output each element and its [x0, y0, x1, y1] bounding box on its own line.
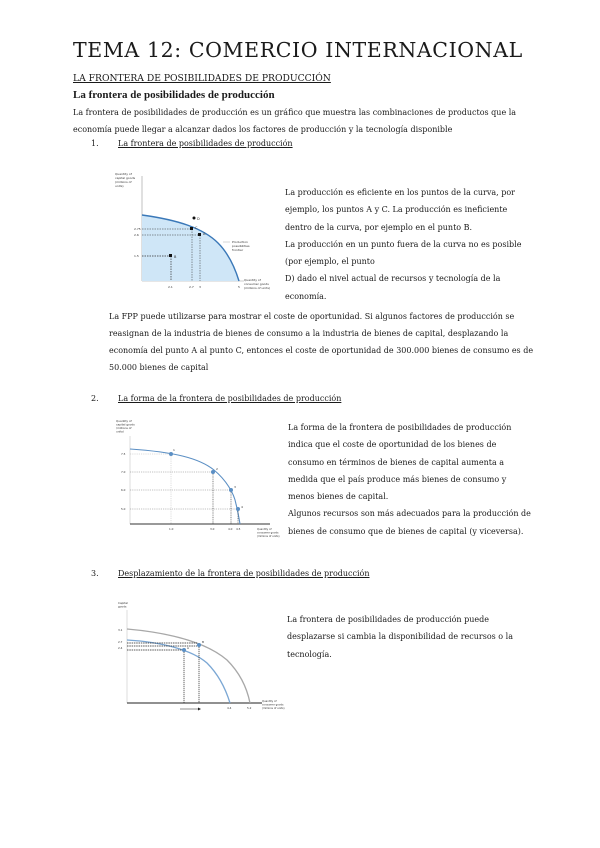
svg-text:possibilities: possibilities — [232, 244, 250, 248]
svg-text:D: D — [197, 217, 200, 221]
fig3-description — [287, 611, 547, 663]
svg-text:capital goods: capital goods — [116, 422, 135, 427]
svg-text:1.0: 1.0 — [169, 527, 174, 531]
text-line: La frontera de posibilidades de producción puede — [287, 615, 489, 624]
svg-text:1: 1 — [173, 448, 175, 452]
text-line: economía. — [285, 291, 327, 301]
svg-text:7.5: 7.5 — [121, 452, 126, 456]
list-label: La frontera de posibilidades de producción — [118, 139, 293, 148]
svg-text:Quantity of: Quantity of — [262, 700, 277, 703]
text-line: menos bienes de capital. — [288, 492, 389, 502]
text-line: La producción en un punto fuera de la curva no es posible — [285, 239, 522, 249]
list-number: 2. — [91, 394, 99, 403]
svg-text:goods: goods — [118, 604, 127, 609]
text-line: desplazarse si cambia la disponibilidad de recursos o la — [287, 632, 513, 642]
svg-text:7.0: 7.0 — [121, 470, 126, 474]
text-line: medida que el país produce más bienes de consumo y — [288, 474, 507, 484]
svg-text:5.2: 5.2 — [247, 706, 252, 710]
intro-line: economía puede llegar a alcanzar dados los factores de producción y la tecnología disponible — [73, 125, 453, 134]
svg-text:Capital: Capital — [118, 601, 128, 605]
subheading: La frontera de posibilidades de producción — [73, 89, 275, 101]
opportunity-cost-paragraph — [109, 308, 549, 376]
figure-2-ppf-shape-chart — [114, 418, 284, 543]
svg-text:(millions of units): (millions of units) — [244, 286, 271, 290]
svg-text:consumer goods: consumer goods — [262, 703, 284, 707]
svg-text:(millions of: (millions of — [115, 180, 132, 184]
svg-text:5.0: 5.0 — [121, 507, 126, 511]
svg-text:2.7: 2.7 — [118, 640, 123, 644]
svg-text:(millions of units): (millions of units) — [262, 707, 285, 710]
fig1-description — [285, 184, 545, 305]
svg-text:C: C — [195, 226, 198, 230]
svg-text:1.5: 1.5 — [134, 254, 139, 258]
text-line: La FPP puede utilizarse para mostrar el coste de oportunidad. Si algunos factores de producción se — [109, 312, 515, 321]
list-item-1 — [91, 139, 293, 148]
svg-text:consumer goods: consumer goods — [257, 531, 279, 535]
svg-text:units): units) — [115, 184, 124, 188]
list-label: Desplazamiento de la frontera de posibilidades de producción — [118, 569, 370, 578]
text-line: Algunos recursos son más adecuados para la producción de — [288, 509, 531, 519]
text-line: (por ejemplo, el punto — [285, 257, 375, 267]
text-line: La forma de la frontera de posibilidades de producción — [288, 423, 512, 432]
text-line: D) dado el nivel actual de recursos y tecnología de la — [285, 274, 501, 284]
list-number: 3. — [91, 569, 99, 578]
intro-line: La frontera de posibilidades de producción es un gráfico que muestra las combinaciones de productos que la — [73, 108, 517, 117]
list-number: 1. — [91, 139, 99, 148]
svg-text:Quantity of: Quantity of — [244, 278, 261, 282]
fig1-ylabel: Quantity of — [115, 172, 132, 176]
svg-text:4: 4 — [241, 505, 243, 509]
text-line: 50.000 bienes de capital — [109, 363, 209, 372]
text-line: reasignan de la industria de bienes de consumo a la industria de bienes de capital, desplazando la — [109, 329, 509, 338]
svg-text:6.0: 6.0 — [121, 488, 126, 492]
svg-text:Quantity of: Quantity of — [257, 528, 272, 531]
svg-text:3.0: 3.0 — [210, 527, 215, 531]
svg-text:2.75: 2.75 — [134, 227, 141, 231]
svg-text:B: B — [202, 640, 205, 644]
text-line: consumo en términos de bienes de capital aumenta a — [288, 457, 505, 467]
figure-1-ppf-chart — [108, 168, 278, 303]
text-line: ejemplo, los puntos A y C. La producción es ineficiente — [285, 205, 508, 215]
svg-text:B: B — [174, 255, 177, 259]
svg-text:2: 2 — [216, 467, 218, 471]
svg-text:2.7: 2.7 — [189, 285, 194, 289]
text-line: bienes de consumo que de bienes de capital (y viceversa). — [288, 526, 524, 536]
svg-text:4.5: 4.5 — [236, 527, 241, 531]
fig2-description — [288, 419, 548, 540]
figure-3-ppf-shift-chart — [112, 598, 292, 733]
section-heading: LA FRONTERA DE POSIBILIDADES DE PRODUCCIÓN — [73, 73, 331, 84]
svg-text:(millions of: (millions of — [116, 426, 132, 430]
text-line: economía del punto A al punto C, entonces el coste de oportunidad de 300.000 bienes de consumo es de — [109, 346, 534, 355]
svg-text:units): units) — [116, 429, 124, 434]
svg-text:2.1: 2.1 — [168, 285, 173, 289]
list-item-3 — [91, 569, 370, 578]
text-line: indica que el coste de oportunidad de los bienes de — [288, 440, 497, 450]
svg-text:A: A — [187, 646, 190, 650]
svg-text:3: 3 — [234, 485, 236, 489]
svg-text:A: A — [203, 232, 206, 236]
intro-paragraph — [73, 104, 543, 138]
svg-text:5: 5 — [238, 285, 240, 289]
svg-text:2.6: 2.6 — [134, 233, 139, 237]
text-line: La producción es eficiente en los puntos de la curva, por — [285, 188, 515, 197]
document-title: TEMA 12: COMERCIO INTERNACIONAL — [73, 38, 523, 62]
svg-text:frontier: frontier — [232, 248, 244, 252]
svg-text:consumer goods: consumer goods — [244, 282, 269, 286]
list-label: La forma de la frontera de posibilidades de producción — [118, 394, 342, 403]
text-line: dentro de la curva, por ejemplo en el punto B. — [285, 222, 473, 232]
svg-text:2.4: 2.4 — [118, 646, 123, 650]
svg-text:capital goods: capital goods — [115, 176, 136, 180]
svg-text:4.4: 4.4 — [227, 706, 232, 710]
list-item-2 — [91, 394, 341, 403]
svg-text:Quantity of: Quantity of — [116, 419, 132, 423]
text-line: tecnología. — [287, 649, 332, 659]
svg-text:(millions of units): (millions of units) — [257, 535, 280, 538]
svg-text:4.0: 4.0 — [228, 527, 233, 531]
svg-text:3.1: 3.1 — [118, 628, 123, 632]
svg-text:3: 3 — [199, 285, 201, 289]
svg-text:Production: Production — [232, 240, 248, 244]
